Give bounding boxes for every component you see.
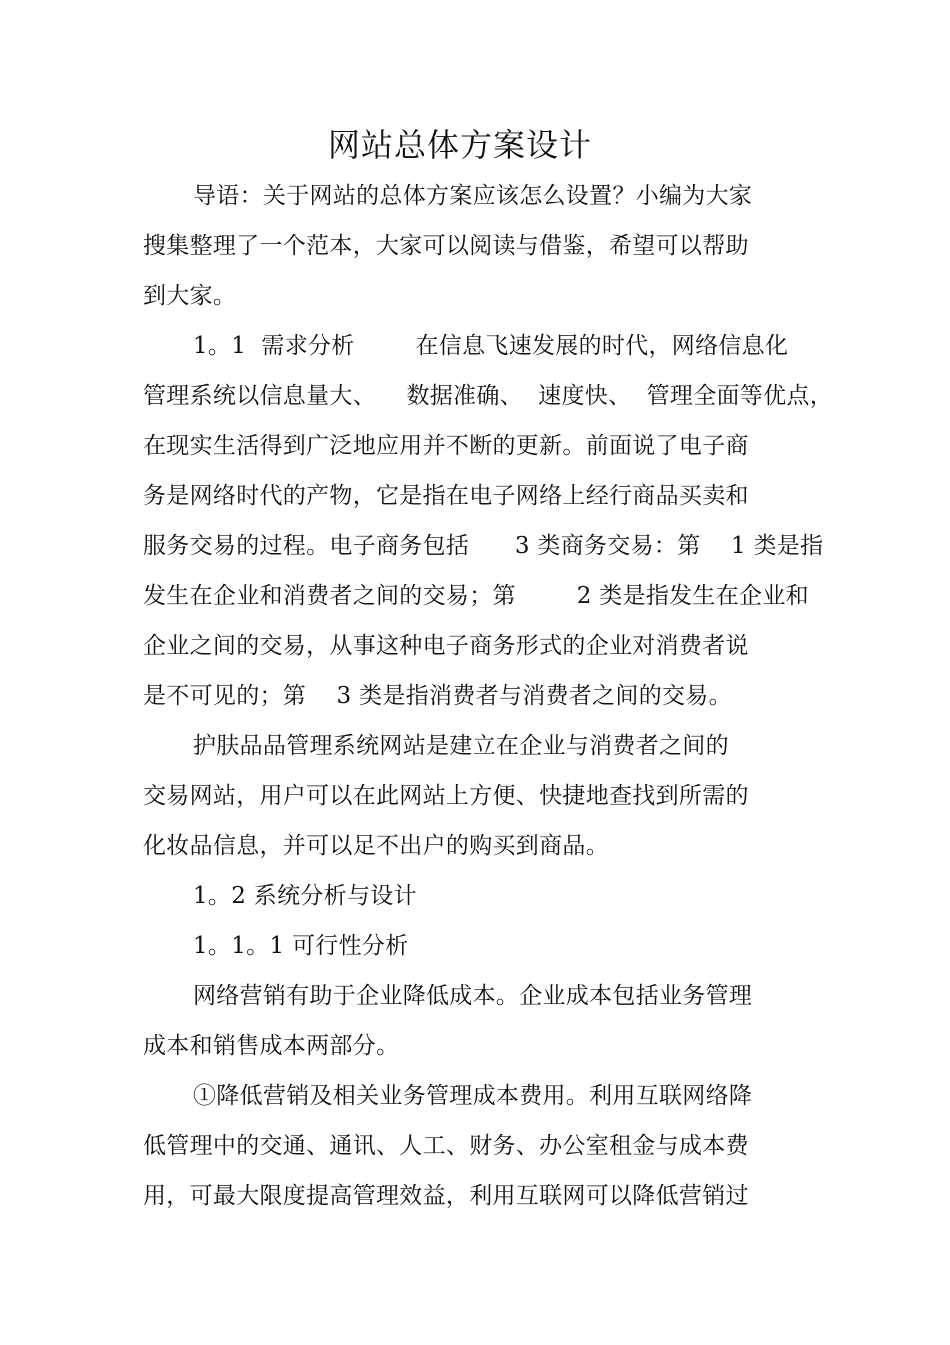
- paragraph-line: 到大家。: [143, 283, 237, 309]
- paragraph-line: 用，可最大限度提高管理效益，利用互联网可以降低营销过: [143, 1183, 749, 1209]
- paragraph-line: 管理系统以信息量大、 数据准确、 速度快、 管理全面等优点，: [143, 383, 833, 409]
- paragraph-line: 交易网站，用户可以在此网站上方便、快捷地查找到所需的: [143, 783, 749, 809]
- paragraph-line: 成本和销售成本两部分。: [143, 1033, 400, 1059]
- paragraph-line: 是不可见的；第 3 类是指消费者与消费者之间的交易。: [143, 683, 732, 709]
- paragraph-line: 发生在企业和消费者之间的交易；第 2 类是指发生在企业和: [143, 583, 809, 609]
- paragraph-line: 务是网络时代的产物，它是指在电子网络上经行商品买卖和: [143, 483, 749, 509]
- section-heading: 1。1。1 可行性分析: [193, 933, 409, 959]
- paragraph-line: 低管理中的交通、通讯、人工、财务、办公室租金与成本费: [143, 1133, 749, 1159]
- paragraph-line: ①降低营销及相关业务管理成本费用。利用互联网络降: [193, 1083, 753, 1109]
- paragraph-line: 服务交易的过程。电子商务包括 3 类商务交易：第 1 类是指: [143, 533, 824, 559]
- paragraph-line: 护肤品品管理系统网站是建立在企业与消费者之间的: [193, 733, 729, 759]
- paragraph-line: 企业之间的交易，从事这种电子商务形式的企业对消费者说: [143, 633, 749, 659]
- paragraph-line: 化妆品信息，并可以足不出户的购买到商品。: [143, 833, 609, 859]
- document-title: 网站总体方案设计: [327, 126, 592, 164]
- paragraph-line: 1。1 需求分析 在信息飞速发展的时代，网络信息化: [193, 333, 789, 359]
- paragraph-line: 搜集整理了一个范本，大家可以阅读与借鉴，希望可以帮助: [143, 233, 749, 259]
- paragraph-line: 在现实生活得到广泛地应用并不断的更新。前面说了电子商: [143, 433, 749, 459]
- paragraph-line: 导语：关于网站的总体方案应该怎么设置？小编为大家: [193, 183, 753, 209]
- section-heading: 1。2 系统分析与设计: [193, 883, 417, 909]
- paragraph-line: 网络营销有助于企业降低成本。企业成本包括业务管理: [193, 983, 753, 1009]
